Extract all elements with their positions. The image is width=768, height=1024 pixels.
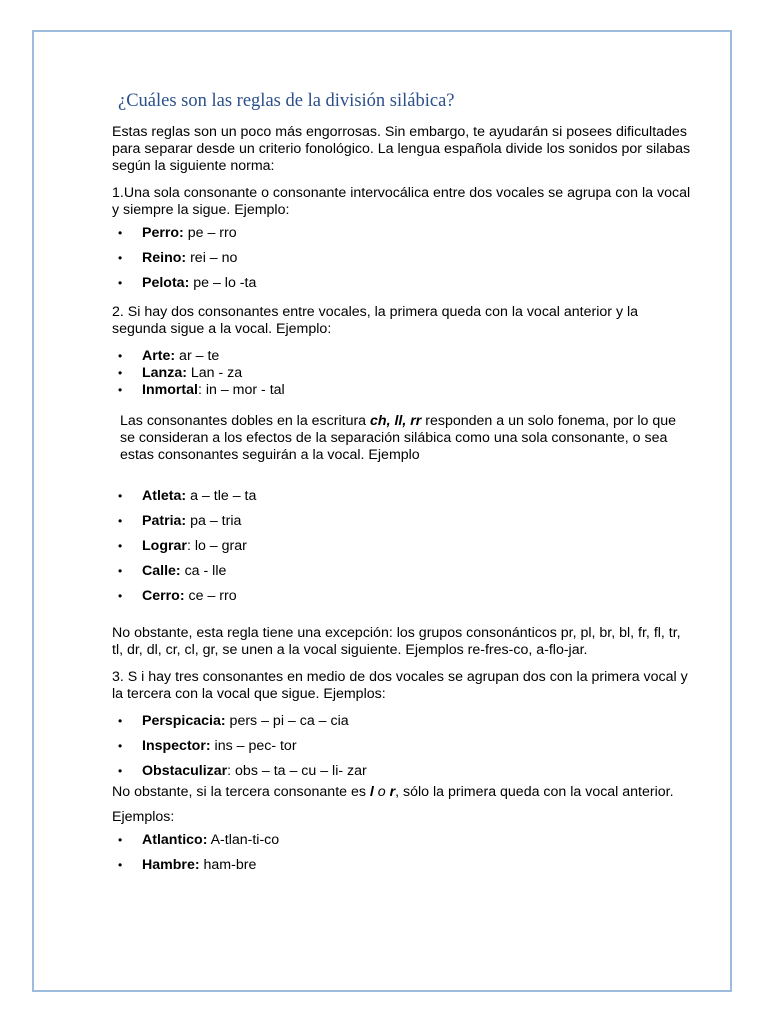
double-consonants-paragraph: Las consonantes dobles en la escritura ch, ll, rr responden a un solo fonema, por lo que se consideran a los efectos de la separación silábica como una sola consonante, o sea estas consonantes seguirán a la vocal. Ejemplo	[120, 413, 677, 463]
list-item: • Calle: ca - lle	[112, 563, 692, 580]
page-title: ¿Cuáles son las reglas de la división silábica?	[118, 91, 455, 111]
list-item: • Lanza: Lan - za	[112, 365, 692, 382]
list-item: • Pelota: pe – lo -ta	[112, 275, 692, 292]
list-item: • Perro: pe – rro	[112, 225, 692, 242]
intro-paragraph: Estas reglas son un poco más engorrosas. Sin embargo, te ayudarán si posees dificultades para separar desde un criterio fonológico. La lengua española divide los sonidos por silabas según la siguiente norma:	[112, 124, 691, 174]
example-list-1	[112, 225, 692, 292]
rule-1: 1.Una sola consonante o consonante intervocálica entre dos vocales se agrupa con la vocal y siempre la sigue. Ejemplo:	[112, 185, 691, 218]
rule-2: 2. Si hay dos consonantes entre vocales, la primera queda con la vocal anterior y la segunda sigue a la vocal. Ejemplo:	[112, 304, 639, 337]
list-item: • Inmortal: in – mor - tal	[112, 382, 692, 399]
example-list-5	[112, 832, 692, 874]
list-item: • Cerro: ce – rro	[112, 588, 692, 605]
list-item: • Atleta: a – tle – ta	[112, 488, 692, 505]
exception-2-paragraph: No obstante, si la tercera consonante es l o r, sólo la primera queda con la vocal anterior. Ejemplos:	[112, 784, 674, 825]
example-list-4	[112, 713, 692, 780]
list-item: • Hambre: ham-bre	[112, 857, 692, 874]
example-list-2	[112, 348, 692, 399]
rule-3: 3. S i hay tres consonantes en medio de dos vocales se agrupan dos con la primera vocal y la tercera con la vocal que sigue. Ejemplos:	[112, 669, 688, 702]
document-content	[112, 90, 692, 882]
example-list-3	[112, 488, 692, 605]
list-item: • Reino: rei – no	[112, 250, 692, 267]
document-page	[32, 30, 732, 992]
exception-paragraph: No obstante, esta regla tiene una excepción: los grupos consonánticos pr, pl, br, bl, fr, fl, tr, tl, dr, dl, cr, cl, gr, se unen a la vocal siguiente. Ejemplos re-fres-co, a-flo-jar.	[112, 625, 681, 658]
list-item: • Inspector: ins – pec- tor	[112, 738, 692, 755]
list-item: • Arte: ar – te	[112, 348, 692, 365]
list-item: • Lograr: lo – grar	[112, 538, 692, 555]
list-item: • Patria: pa – tria	[112, 513, 692, 530]
list-item: • Atlantico: A-tlan-ti-co	[112, 832, 692, 849]
list-item: • Obstaculizar: obs – ta – cu – li- zar	[112, 763, 692, 780]
list-item: • Perspicacia: pers – pi – ca – cia	[112, 713, 692, 730]
